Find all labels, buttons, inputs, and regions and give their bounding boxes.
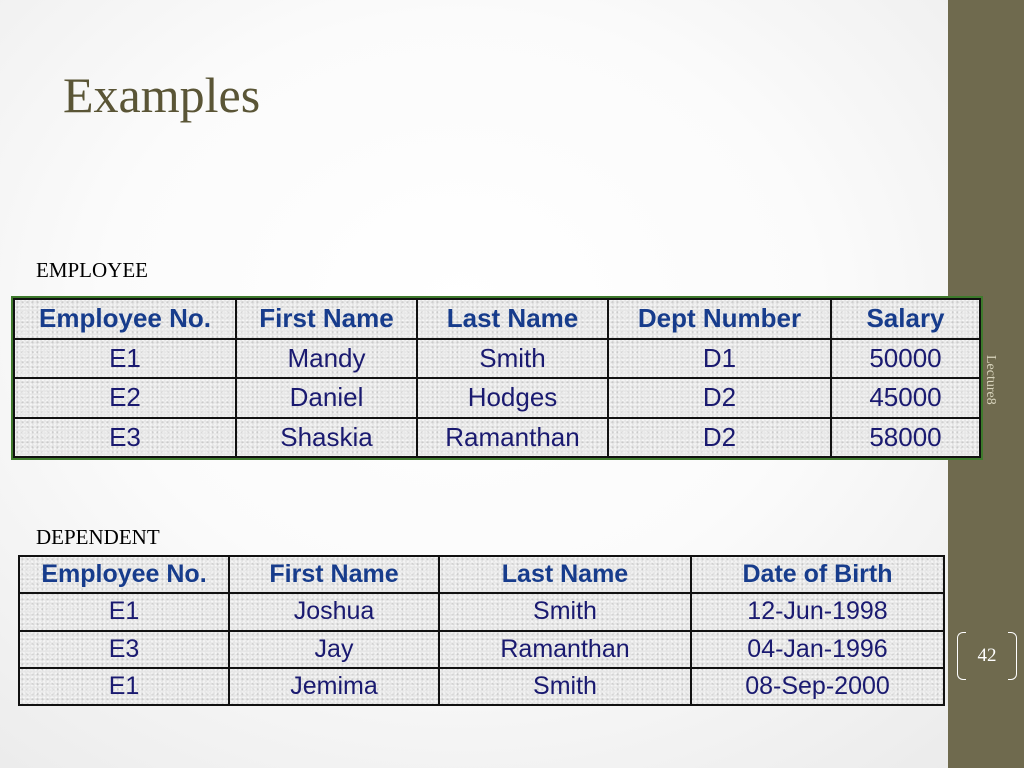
table-cell: Shaskia	[236, 418, 417, 458]
table-cell: Joshua	[229, 593, 439, 630]
table-cell: 50000	[831, 339, 980, 379]
table-cell: E1	[14, 339, 236, 379]
table-cell: Jay	[229, 631, 439, 668]
slide-title: Examples	[63, 67, 261, 123]
table-row	[19, 593, 944, 630]
column-header: Last Name	[417, 299, 608, 339]
table-cell: Smith	[417, 339, 608, 379]
column-header: Employee No.	[14, 299, 236, 339]
table-cell: Hodges	[417, 378, 608, 418]
employee-table-caption: EMPLOYEE	[36, 258, 148, 282]
employee-table	[13, 298, 981, 458]
column-header: Salary	[831, 299, 980, 339]
table-cell: Daniel	[236, 378, 417, 418]
table-cell: E3	[14, 418, 236, 458]
column-header: Employee No.	[19, 556, 229, 593]
table-cell: Mandy	[236, 339, 417, 379]
lecture-label: Lecture8	[983, 355, 998, 405]
table-cell: Smith	[439, 593, 691, 630]
table-cell: 04-Jan-1996	[691, 631, 944, 668]
table-cell: 45000	[831, 378, 980, 418]
table-cell: 12-Jun-1998	[691, 593, 944, 630]
table-cell: E2	[14, 378, 236, 418]
column-header: Dept Number	[608, 299, 831, 339]
column-header: First Name	[236, 299, 417, 339]
table-cell: E3	[19, 631, 229, 668]
table-cell: Ramanthan	[439, 631, 691, 668]
table-header-row	[14, 299, 980, 339]
dependent-table-caption: DEPENDENT	[36, 525, 160, 549]
table-cell: Jemima	[229, 668, 439, 705]
column-header: First Name	[229, 556, 439, 593]
column-header: Date of Birth	[691, 556, 944, 593]
table-row	[14, 339, 980, 379]
column-header: Last Name	[439, 556, 691, 593]
table-row	[19, 631, 944, 668]
dependent-table	[18, 555, 945, 706]
table-cell: Ramanthan	[417, 418, 608, 458]
table-cell: 58000	[831, 418, 980, 458]
table-cell: E1	[19, 668, 229, 705]
table-cell: E1	[19, 593, 229, 630]
table-cell: Smith	[439, 668, 691, 705]
table-row	[14, 378, 980, 418]
table-cell: 08-Sep-2000	[691, 668, 944, 705]
table-cell: D2	[608, 418, 831, 458]
table-cell: D1	[608, 339, 831, 379]
table-header-row	[19, 556, 944, 593]
table-row	[19, 668, 944, 705]
table-row	[14, 418, 980, 458]
page-number: 42	[957, 632, 1017, 680]
table-cell: D2	[608, 378, 831, 418]
